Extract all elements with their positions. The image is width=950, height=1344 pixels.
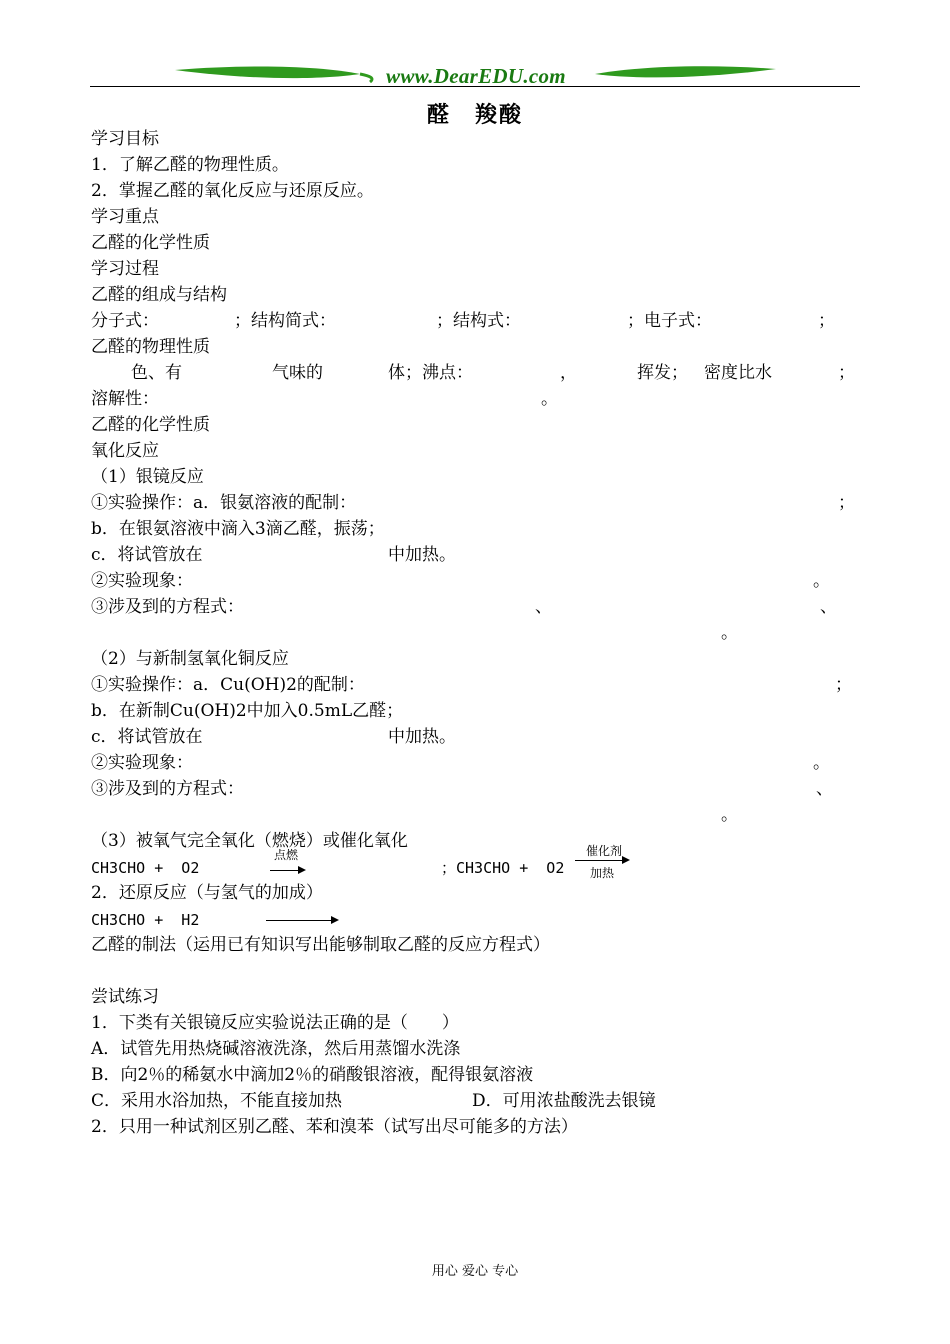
blank-label: ②实验现象： (91, 753, 193, 773)
section-heading: 学习目标 (91, 129, 159, 149)
text-line: 乙醛的组成与结构 (91, 285, 227, 305)
text-punct: 。 (721, 623, 738, 643)
section-heading: 学习重点 (91, 207, 159, 227)
answer-option: D．可用浓盐酸洗去银镜 (472, 1091, 656, 1111)
blank-label: ①实验操作：a．银氨溶液的配制： (91, 493, 357, 513)
blank-label: ③涉及到的方程式： (91, 597, 244, 617)
answer-option: A．试管先用热烧碱溶液洗涤，然后用蒸馏水洗涤 (91, 1039, 461, 1059)
text-line: 乙醛的化学性质 (91, 233, 210, 253)
section-heading: 尝试练习 (91, 987, 159, 1007)
text-line: 1．了解乙醛的物理性质。 (91, 155, 289, 175)
blank-label: ②实验现象： (91, 571, 193, 591)
text-line: （1）银镜反应 (91, 467, 204, 487)
answer-option: B．向2％的稀氨水中滴加2％的硝酸银溶液，配得银氨溶液 (91, 1065, 534, 1085)
text-line: 乙醛的制法（运用已有知识写出能够制取乙醛的反应方程式） (91, 935, 550, 955)
page-footer: 用心 爱心 专心 (431, 1264, 519, 1279)
text-line: （3）被氧气完全氧化（燃烧）或催化氧化 (91, 831, 408, 851)
page-title: 醛 羧酸 (426, 102, 523, 128)
text-punct: 。 (813, 753, 830, 773)
blank-label: c．将试管放在 (91, 727, 203, 747)
site-logo-text[interactable]: www.DearEDU.com (386, 64, 566, 88)
reaction-arrow-icon (575, 860, 628, 861)
text-line: （2）与新制氢氧化铜反应 (91, 649, 289, 669)
reaction-condition: 催化剂 (586, 844, 623, 858)
blank-label: 中加热。 (388, 727, 456, 747)
question: 2．只用一种试剂区别乙醛、苯和溴苯（试写出尽可能多的方法） (91, 1117, 578, 1137)
blank-label: 溶解性： (91, 389, 159, 409)
text-line: 乙醛的化学性质 (91, 415, 210, 435)
blank-label: 挥发； (637, 363, 688, 383)
text-punct: ； (838, 493, 855, 513)
reaction-condition: 加热 (590, 866, 615, 880)
text-line: b．在银氨溶液中滴入3滴乙醛，振荡； (91, 519, 385, 539)
text-line: 氧化反应 (91, 441, 159, 461)
reaction-arrow-icon (270, 870, 304, 871)
text-punct: ； (818, 311, 835, 331)
text-line: b．在新制Cu(OH)2中加入0.5mL乙醛； (91, 701, 404, 721)
answer-option: C．采用水浴加热，不能直接加热 (91, 1091, 343, 1111)
text-punct: 、 (816, 779, 833, 799)
text-punct: 。 (813, 571, 830, 591)
blank-label: 体；沸点： (388, 363, 473, 383)
blank-label: 密度比水 (704, 363, 772, 383)
blank-label: ③涉及到的方程式： (91, 779, 244, 799)
blank-label: 气味的 (272, 363, 323, 383)
equation-reactants: CH3CHO + H2 (91, 911, 200, 929)
blank-label: ；电子式： (627, 311, 712, 331)
text-punct: ， (560, 363, 577, 383)
equation-reactants: ；CH3CHO + O2 (441, 859, 565, 877)
text-punct: 、 (820, 597, 837, 617)
text-punct: ； (835, 675, 852, 695)
blank-label: ；结构简式： (234, 311, 336, 331)
reaction-arrow-icon (266, 920, 337, 921)
blank-label: 色、有 (131, 363, 182, 383)
reaction-condition: 点燃 (274, 848, 299, 862)
text-line: 乙醛的物理性质 (91, 337, 210, 357)
text-line: 2．还原反应（与氢气的加成） (91, 883, 323, 903)
blank-label: 分子式： (91, 311, 159, 331)
section-heading: 学习过程 (91, 259, 159, 279)
blank-label: c．将试管放在 (91, 545, 203, 565)
text-punct: 、 (535, 597, 552, 617)
header-divider (90, 86, 860, 87)
text-punct: ； (838, 363, 855, 383)
blank-label: 中加热。 (388, 545, 456, 565)
question: 1．下类有关银镜反应实验说法正确的是（ ） (91, 1013, 459, 1033)
blank-label: ；结构式： (436, 311, 521, 331)
blank-label: ①实验操作：a．Cu(OH)2的配制： (91, 675, 365, 695)
text-punct: 。 (541, 389, 558, 409)
text-line: 2．掌握乙醛的氧化反应与还原反应。 (91, 181, 374, 201)
text-punct: 。 (721, 805, 738, 825)
equation-reactants: CH3CHO + O2 (91, 859, 200, 877)
